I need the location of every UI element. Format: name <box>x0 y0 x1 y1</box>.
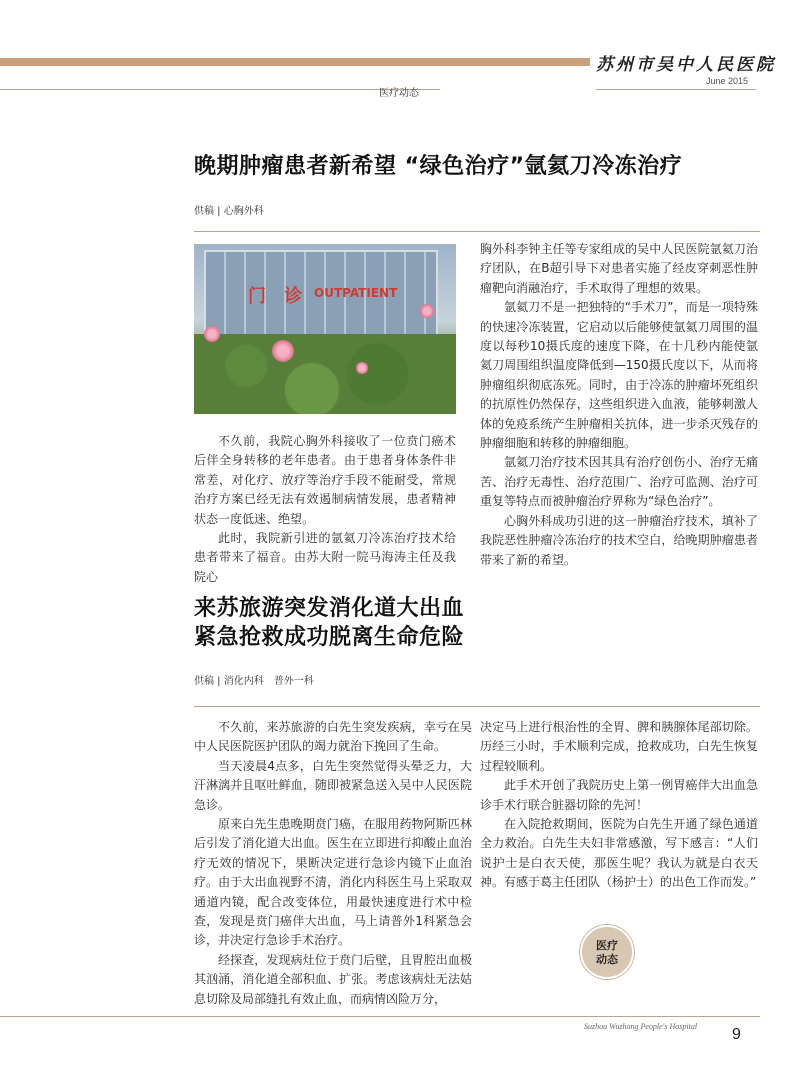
paragraph: 此手术开创了我院历史上第一例胃癌伴大出血急诊手术行联合脏器切除的先河！ <box>480 778 758 812</box>
header-rule <box>0 89 440 90</box>
paragraph: 氩氦刀不是一把独特的“手术刀”，而是一项特殊的快速冷冻装置，它启动以后能够使氩氦刀周围的温度以每秒10摄氏度的速度下降，在十几秒内能使氩氦刀周围组织温度降低到—150摄氏度以下，从而将肿瘤组织彻底冻死。同时，由于冷冻的肿瘤坏死组织的抗原性仍然保存，这些组织进入血液，能够刺激人体的免疫系统产生肿瘤相关抗体，进一步杀灭残存的肿瘤细胞和转移的肿瘤细胞。 <box>480 300 758 451</box>
issue-date: June 2015 <box>706 76 749 86</box>
rose-flower <box>356 362 368 374</box>
footer-rule <box>0 1016 760 1017</box>
badge-line1: 医疗 <box>596 939 618 952</box>
paragraph: 原来白先生患晚期贲门癌，在服用药物阿斯匹林后引发了消化道大出血。医生在立即进行抑酸止血治疗无效的情况下，果断决定进行急诊内镜下止血治疗。由于大出血视野不清，消化内科医生马上采取双通道内镜，配合改变体位，用最快速度进行术中检查，发现是贲门癌伴大出血，马上请普外1科紧急会诊，并决定行急诊手术治疗。 <box>194 817 472 948</box>
header-right-rule <box>596 89 756 90</box>
page-number: 9 <box>732 1026 741 1043</box>
paragraph: 胸外科李钟主任等专家组成的吴中人民医院氩氦刀治疗团队，在B超引导下对患者实施了经皮穿刺恶性肿瘤靶向消融治疗，手术取得了理想的效果。 <box>480 242 758 295</box>
article1-rule <box>194 231 760 232</box>
article2-byline: 供稿 | 消化内科 普外一科 <box>194 676 314 687</box>
article2-right-column <box>480 718 758 893</box>
badge-line2: 动态 <box>596 953 618 966</box>
paragraph: 在入院抢救期间，医院为白先生开通了绿色通道全力救治。白先生夫妇非常感激，写下感言：“人们说护士是白衣天使，那医生呢？我认为就是白衣天神。有感于葛主任团队（杨护士）的出色工作而发。” <box>480 817 758 890</box>
article2-title-line1: 来苏旅游突发消化道大出血 <box>194 596 465 621</box>
rose-flower <box>272 340 294 362</box>
header-accent-band <box>0 58 590 66</box>
outpatient-photo <box>194 244 456 414</box>
rose-flower <box>420 304 434 318</box>
paragraph: 不久前，我院心胸外科接收了一位贲门癌术后伴全身转移的老年患者。由于患者身体条件非常差，对化疗、放疗等治疗手段不能耐受，常规治疗方案已经无法有效遏制病情发展，患者精神状态一度低迷、绝望。 <box>194 434 456 526</box>
article2-rule <box>194 706 760 707</box>
footer-hospital-name: Suzhou Wuzhong People's Hospital <box>584 1022 698 1031</box>
article2-title-line2: 紧急抢救成功脱离生命危险 <box>194 625 465 650</box>
outpatient-sign: 门 诊 <box>248 286 309 307</box>
paragraph: 决定马上进行根治性的全胃、脾和胰腺体尾部切除。历经三小时，手术顺利完成，抢救成功，白先生恢复过程较顺利。 <box>480 720 758 773</box>
article2-title <box>194 594 464 652</box>
foliage <box>194 334 456 414</box>
paragraph: 经探查，发现病灶位于贲门后壁，且胃腔出血极其汹涌，消化道全部积血、扩张。考虑该病灶无法姑息切除及局部缝扎有效止血，而病情凶险万分， <box>194 952 472 1006</box>
paragraph: 氩氦刀治疗技术因其具有治疗创伤小、治疗无痛苦、治疗无毒性、治疗范围广、治疗可监测、治疗可重复等特点而被肿瘤治疗界称为“绿色治疗”。 <box>480 455 758 509</box>
article2-left-column <box>194 718 472 1009</box>
section-badge <box>580 925 634 979</box>
paragraph: 心胸外科成功引进的这一肿瘤治疗技术，填补了我院恶性肿瘤冷冻治疗的技术空白，给晚期肿瘤患者带来了新的希望。 <box>480 513 758 567</box>
rose-flower <box>204 326 220 342</box>
outpatient-sign-en: OUTPATIENT <box>314 286 398 300</box>
hospital-name: 苏州市吴中人民医院 <box>596 55 776 75</box>
article1-left-column <box>194 432 456 587</box>
article1-title: 晚期肿瘤患者新希望 “绿色治疗”氩氦刀冷冻治疗 <box>194 154 683 179</box>
paragraph: 此时，我院新引进的氩氦刀冷冻治疗技术给患者带来了福音。由苏大附一院马海涛主任及我院心 <box>194 531 456 584</box>
section-tag: 医疗动态 <box>379 88 419 99</box>
article1-right-column <box>480 240 758 570</box>
paragraph: 当天凌晨4点多，白先生突然觉得头晕乏力，大汗淋漓并且呕吐鲜血，随即被紧急送入吴中人民医院急诊。 <box>194 758 472 812</box>
article1-byline: 供稿 | 心胸外科 <box>194 206 264 217</box>
paragraph: 不久前，来苏旅游的白先生突发疾病，幸亏在吴中人民医院医护团队的竭力就治下挽回了生命。 <box>194 720 472 754</box>
